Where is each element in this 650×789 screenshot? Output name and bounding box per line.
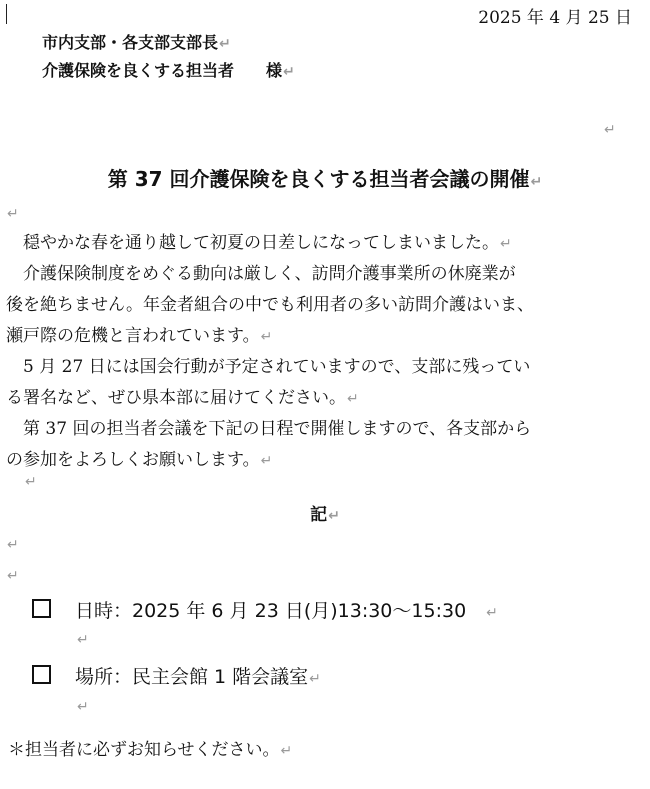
recipient-line-2 (42, 58, 295, 81)
paragraph-mark: ↵ (347, 391, 359, 407)
document-title-text: 第 37 回介護保険を良くする担当者会議の開催 (107, 167, 530, 191)
paragraph-mark: ↵ (7, 206, 19, 222)
checkbox-icon (32, 665, 51, 684)
datetime-text: 日時：2025 年 6 月 23 日(月)13:30〜15:30 (75, 600, 467, 622)
paragraph-mark: ↵ (283, 64, 295, 80)
paragraph-mark: ↵ (530, 174, 543, 190)
body-text: 穏やかな春を通り越して初夏の日差しになってしまいました。 (6, 233, 499, 253)
issue-date: 2025 年 4 月 25 日 (478, 8, 632, 28)
footnote-text: ＊担当者に必ずお知らせください。 (8, 740, 280, 760)
paragraph-mark: ↵ (280, 743, 293, 759)
paragraph-mark: ↵ (328, 508, 340, 524)
ki-text: 記 (310, 505, 328, 525)
body-paragraph-2-line-1 (6, 259, 642, 290)
paragraph-mark: ↵ (486, 605, 498, 621)
paragraph-mark: ↵ (25, 474, 37, 490)
body-text: の参加をよろしくお願いします。 (6, 450, 260, 470)
body-paragraph-2-line-3 (6, 321, 642, 353)
recipient-line-1 (42, 30, 231, 53)
paragraph-mark: ↵ (219, 36, 231, 52)
place-item (32, 662, 321, 689)
datetime-item (32, 596, 498, 623)
paragraph-mark: ↵ (7, 537, 19, 553)
body-paragraph-1 (6, 228, 642, 260)
paragraph-mark: ↵ (260, 329, 273, 345)
body-text: 5 月 27 日には国会行動が予定されていますので、支部に残ってい (6, 357, 531, 377)
recipient-text-1: 市内支部・各支部支部長 (42, 33, 219, 52)
paragraph-mark: ↵ (309, 671, 321, 687)
paragraph-mark: ↵ (7, 568, 19, 584)
checkbox-icon (32, 599, 51, 618)
footnote (8, 735, 292, 760)
place-text: 場所：民主会館 1 階会議室 (75, 666, 309, 688)
body-paragraph-4-line-1 (6, 414, 642, 445)
paragraph-mark: ↵ (77, 699, 89, 715)
body-text: 介護保険制度をめぐる動向は厳しく、訪問介護事業所の休廃業が (6, 264, 516, 284)
paragraph-mark: ↵ (500, 236, 512, 252)
body-paragraph-3-line-1 (6, 352, 642, 383)
document-title (0, 163, 650, 192)
paragraph-mark: ↵ (604, 122, 616, 138)
body-paragraph-4-line-2 (6, 445, 642, 477)
ki-heading (0, 500, 650, 525)
body-text: 瀬戸際の危機と言われています。 (6, 326, 260, 346)
paragraph-mark: ↵ (77, 632, 89, 648)
body-paragraph-3-line-2 (6, 383, 642, 415)
body-text: 後を絶ちません。年金者組合の中でも利用者の多い訪問介護はいま、 (6, 295, 535, 315)
body-text: 第 37 回の担当者会議を下記の日程で開催しますので、各支部から (6, 419, 532, 439)
recipient-text-2: 介護保険を良くする担当者 様 (42, 61, 283, 80)
text-cursor (6, 4, 7, 24)
body-text: る署名など、ぜひ県本部に届けてください。 (6, 388, 346, 408)
body-paragraph-2-line-2 (6, 290, 642, 321)
paragraph-mark: ↵ (260, 453, 273, 469)
